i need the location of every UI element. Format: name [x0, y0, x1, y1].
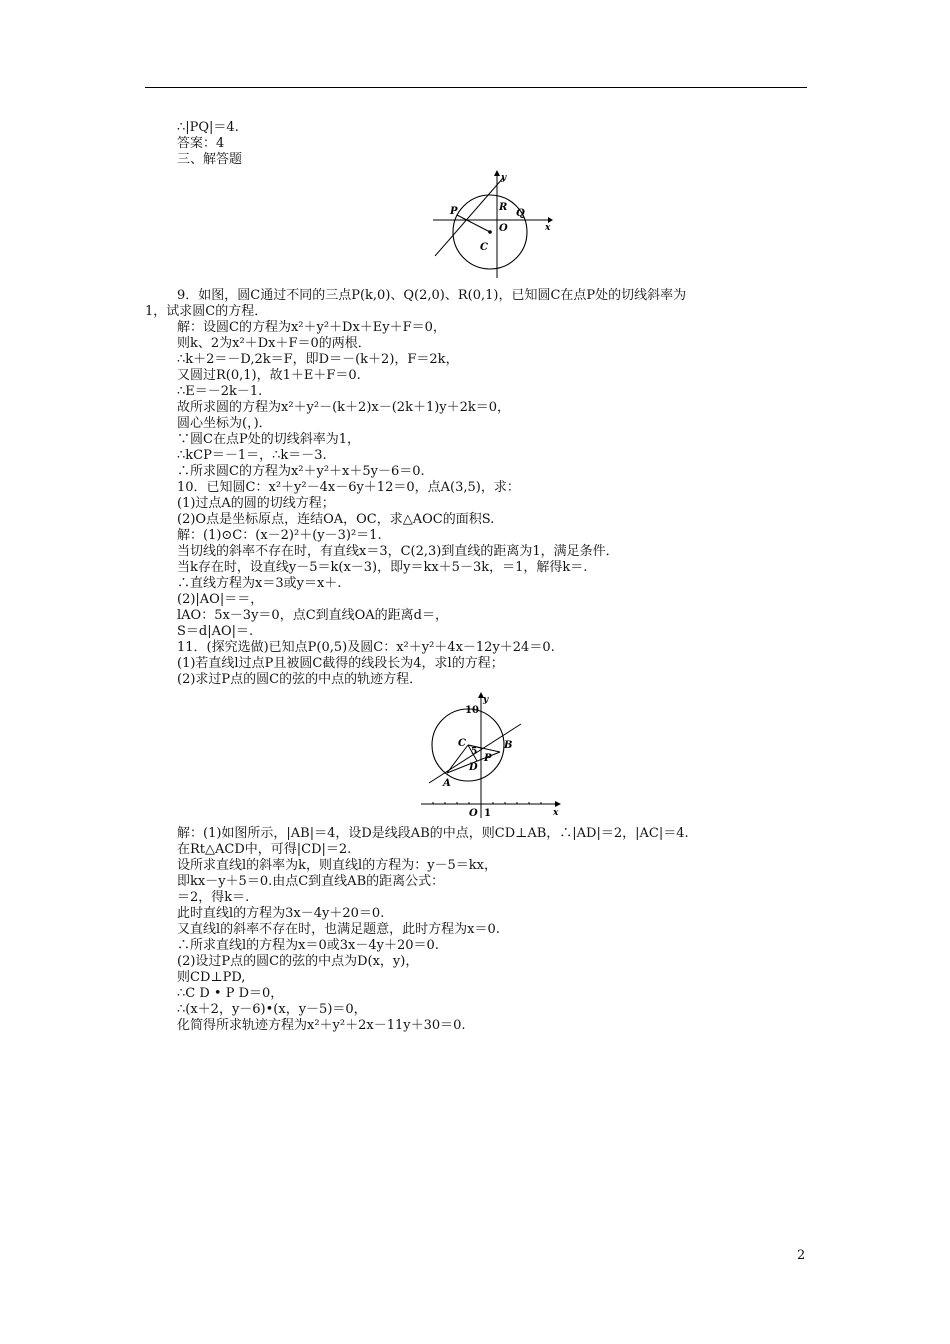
- text-line: 10．已知圆C：x²＋y²－4x－6y＋12＝0，点A(3,5)，求：: [177, 480, 520, 495]
- text-line: 设所求直线l的斜率为k，则直线l的方程为：y－5＝kx，: [177, 858, 498, 873]
- text-line: 化简得所求轨迹方程为x²＋y²＋2x－11y＋30＝0.: [177, 1018, 466, 1033]
- text-line: 1，试求圆C的方程．: [145, 304, 268, 319]
- label-c: C: [480, 242, 488, 253]
- label-a: A: [443, 778, 451, 789]
- radius-cp: [457, 215, 490, 232]
- label-b: B: [504, 740, 513, 751]
- text-line: 解：设圆C的方程为x²＋y²＋Dx＋Ey＋F＝0，: [177, 320, 446, 335]
- label-c: C: [458, 738, 466, 749]
- text-line: 三、解答题: [177, 152, 243, 167]
- text-line: 在Rt△ACD中，可得|CD|＝2.: [177, 842, 352, 857]
- text-line: S＝d|AO|＝.: [177, 624, 254, 639]
- figure-circle-chord: [421, 690, 563, 820]
- page-number: 2: [797, 1248, 806, 1263]
- label-o: O: [469, 808, 478, 819]
- label-p: P: [484, 753, 492, 764]
- text-line: 解：(1)⊙C：(x－2)²＋(y－3)²＝1.: [177, 528, 382, 543]
- text-line: 9．如图，圆C通过不同的三点P(k,0)、Q(2,0)、R(0,1)，已知圆C在点P处的切线斜率为: [177, 288, 687, 303]
- text-line: 又直线l的斜率不存在时，也满足题意，此时方程为x＝0.: [177, 922, 500, 937]
- text-line: (2)O点是坐标原点，连结OA，OC，求△AOC的面积S.: [177, 512, 495, 527]
- label-o: O: [499, 223, 508, 234]
- text-line: 此时直线l的方程为3x－4y＋20＝0.: [177, 906, 385, 921]
- text-line: 当k存在时，设直线y－5＝k(x－3)，即y＝kx＋5－3k，＝1，解得k＝.: [177, 560, 588, 575]
- label-y: y: [501, 173, 507, 183]
- figure-circle-tangent: [433, 170, 553, 280]
- text-line: 答案：4: [177, 136, 225, 151]
- label-d: D: [469, 762, 478, 773]
- text-line: 又圆过R(0,1)，故1＋E＋F＝0.: [177, 368, 361, 383]
- label-5: 5: [471, 747, 478, 757]
- text-line: (1)过点A的圆的切线方程；: [177, 496, 335, 511]
- text-line: (2)设过P点的圆C的弦的中点为D(x，y)，: [177, 954, 419, 969]
- text-line: ∴所求直线l的方程为x＝0或3x－4y＋20＝0.: [177, 938, 439, 953]
- x-axis-arrow: [555, 801, 561, 807]
- text-line: 则CD⊥PD,: [177, 970, 246, 985]
- text-line: ∴kCP＝－1＝，∴k＝－3.: [177, 448, 327, 463]
- text-line: ∴(x＋2，y－6)•(x，y－5)＝0，: [177, 1002, 367, 1017]
- text-line: 即kx－y＋5＝0.由点C到直线AB的距离公式：: [177, 874, 445, 889]
- text-line: 当切线的斜率不存在时，有直线x＝3，C(2,3)到直线的距离为1，满足条件．: [177, 544, 619, 559]
- text-line: ∴C D • P D＝0，: [177, 986, 284, 1001]
- text-line: 解：(1)如图所示，|AB|＝4，设D是线段AB的中点，则CD⊥AB，∴|AD|＝2，|AC|＝4.: [177, 826, 689, 841]
- text-line: 圆心坐标为(，)．: [177, 416, 272, 431]
- label-q: Q: [516, 208, 525, 219]
- center-point: [488, 230, 492, 234]
- text-line: ∴直线方程为x＝3或y＝x＋.: [177, 576, 342, 591]
- text-line: 则k、2为x²＋Dx＋F＝0的两根．: [177, 336, 371, 351]
- text-line: ∴所求圆C的方程为x²＋y²＋x＋5y－6＝0.: [177, 464, 425, 479]
- text-line: (1)若直线l过点P且被圆C截得的线段长为4，求l的方程；: [177, 656, 504, 671]
- header-rule: [145, 87, 807, 88]
- text-line: ∴k＋2＝－D,2k＝F，即D＝－(k＋2)，F＝2k，: [177, 352, 459, 367]
- solution-blocks-9-11: [145, 288, 807, 688]
- text-line: ∴E＝－2k－1.: [177, 384, 263, 399]
- solution-block-8-end: [145, 120, 807, 168]
- text-line: (2)求过P点的圆C的弦的中点的轨迹方程．: [177, 672, 423, 687]
- text-line: (2)|AO|＝＝，: [177, 592, 264, 607]
- label-x: x: [553, 808, 559, 818]
- label-r: R: [499, 202, 508, 213]
- label-1: 1: [484, 808, 491, 819]
- text-line: 故所求圆的方程为x²＋y²－(k＋2)x－(2k＋1)y＋2k＝0，: [177, 400, 511, 415]
- document-body: [145, 120, 807, 1034]
- tangent-line: [435, 178, 503, 256]
- text-line: lAO：5x－3y＝0，点C到直线OA的距离d＝，: [177, 608, 449, 623]
- label-p: P: [450, 206, 458, 217]
- text-line: 11．(探究选做)已知点P(0,5)及圆C：x²＋y²＋4x－12y＋24＝0.: [177, 640, 555, 655]
- text-line: ∴|PQ|＝4.: [177, 120, 239, 135]
- y-axis-arrow: [494, 170, 500, 176]
- solution-block-11: [145, 826, 807, 1034]
- label-x: x: [545, 223, 551, 233]
- text-line: ∵圆C在点P处的切线斜率为1，: [177, 432, 360, 447]
- label-10: 10: [465, 705, 479, 716]
- label-y: y: [483, 695, 489, 705]
- text-line: ＝2，得k＝.: [177, 890, 250, 905]
